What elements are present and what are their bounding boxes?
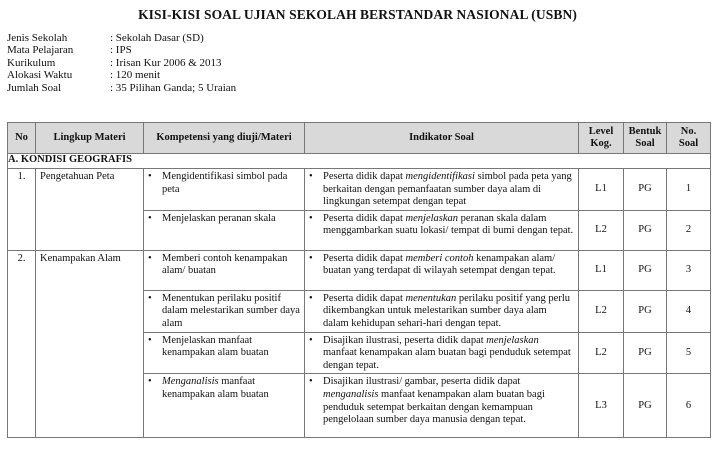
meta-value: : 35 Pilihan Ganda; 5 Uraian [110,81,237,94]
meta-label: Alokasi Waktu [7,69,73,82]
kompetensi-cell: • Menjelaskan peranan skala [144,210,305,250]
kisi-kisi-table [7,122,711,438]
bentuk-cell: PG [624,290,667,332]
meta-label: Kurikulum [7,56,56,69]
meta-value: : Sekolah Dasar (SD) [110,32,204,44]
indikator-cell: • Peserta didik dapat menentukan perilaku positif yang perlu dikembangkan untuk melestarikan sumber daya alam dalam kehidupan sehari-hari dengan tepat. [305,290,579,332]
header-kompetensi: Kompetensi yang diuji/Materi [144,123,305,154]
level-cell: L2 [579,210,624,250]
meta-label: Mata Pelajaran [7,44,74,57]
document-meta [7,32,236,94]
nosoal-cell: 6 [667,374,711,438]
kompetensi-cell: • Memberi contoh kenampakan alam/ buatan [144,250,305,290]
meta-row-alokasi-waktu [7,69,236,81]
group-number: 2. [8,250,36,438]
meta-value: : IPS [110,44,132,57]
nosoal-cell: 2 [667,210,711,250]
header-level-kog: Level Kog. [579,123,624,154]
meta-label: Jumlah Soal [7,81,62,94]
level-cell: L2 [579,332,624,374]
nosoal-cell: 4 [667,290,711,332]
group-number: 1. [8,169,36,251]
meta-row-jumlah-soal [7,82,236,94]
level-cell: L3 [579,374,624,438]
bentuk-cell: PG [624,332,667,374]
indikator-cell: • Peserta didik dapat menjelaskan peranan skala dalam menggambarkan suatu lokasi/ tempat di bumi dengan tepat. [305,210,579,250]
meta-row-jenis-sekolah [7,32,236,44]
meta-label: Jenis Sekolah [7,32,68,44]
meta-row-kurikulum [7,57,236,69]
meta-value: : 120 menit [110,69,161,82]
kompetensi-cell: • Menganalisis manfaat kenampakan alam buatan [144,374,305,438]
indikator-cell: • Peserta didik dapat mengidentifikasi simbol pada peta yang berkaitan dengan pemanfaatan sumber daya alam di lingkungan setempat dengan tepat [305,169,579,211]
section-row [8,154,711,169]
bentuk-cell: PG [624,250,667,290]
document-title: KISI-KISI SOAL UJIAN SEKOLAH BERSTANDAR NASIONAL (USBN) [138,7,577,22]
level-cell: L1 [579,250,624,290]
table-row [8,169,711,211]
level-cell: L1 [579,169,624,211]
table-header-row [8,123,711,154]
nosoal-cell: 3 [667,250,711,290]
kompetensi-cell: • Mengidentifikasi simbol pada peta [144,169,305,211]
section-title: A. KONDISI GEOGRAFIS [8,154,711,169]
header-no: No [8,123,36,154]
header-indikator-soal: Indikator Soal [305,123,579,154]
bentuk-cell: PG [624,210,667,250]
nosoal-cell: 5 [667,332,711,374]
bentuk-cell: PG [624,374,667,438]
bentuk-cell: PG [624,169,667,211]
meta-value: : Irisan Kur 2006 & 2013 [110,56,222,69]
kompetensi-cell: • Menjelaskan manfaat kenampakan alam buatan [144,332,305,374]
group-materi: Kenampakan Alam [36,250,144,438]
kompetensi-cell: • Menentukan perilaku positif dalam melestarikan sumber daya alam [144,290,305,332]
table-row [8,250,711,290]
header-bentuk-soal: Bentuk Soal [624,123,667,154]
indikator-cell: • Peserta didik dapat memberi contoh kenampakan alam/ buatan yang terdapat di wilayah setempat dengan tepat. [305,250,579,290]
indikator-cell: • Disajikan ilustrasi, peserta didik dapat menjelaskan manfaat kenampakan alam buatan bagi penduduk setempat dengan tepat. [305,332,579,374]
meta-row-mata-pelajaran [7,44,236,56]
group-materi: Pengetahuan Peta [36,169,144,251]
header-no-soal: No. Soal [667,123,711,154]
level-cell: L2 [579,290,624,332]
nosoal-cell: 1 [667,169,711,211]
header-lingkup-materi: Lingkup Materi [36,123,144,154]
indikator-cell: • Disajikan ilustrasi/ gambar, peserta didik dapat menganalisis manfaat kenampakan alam buatan bagi penduduk setempat berkaitan dengan kemampuan pengelolaan sumber daya manusia dengan tepat. [305,374,579,438]
